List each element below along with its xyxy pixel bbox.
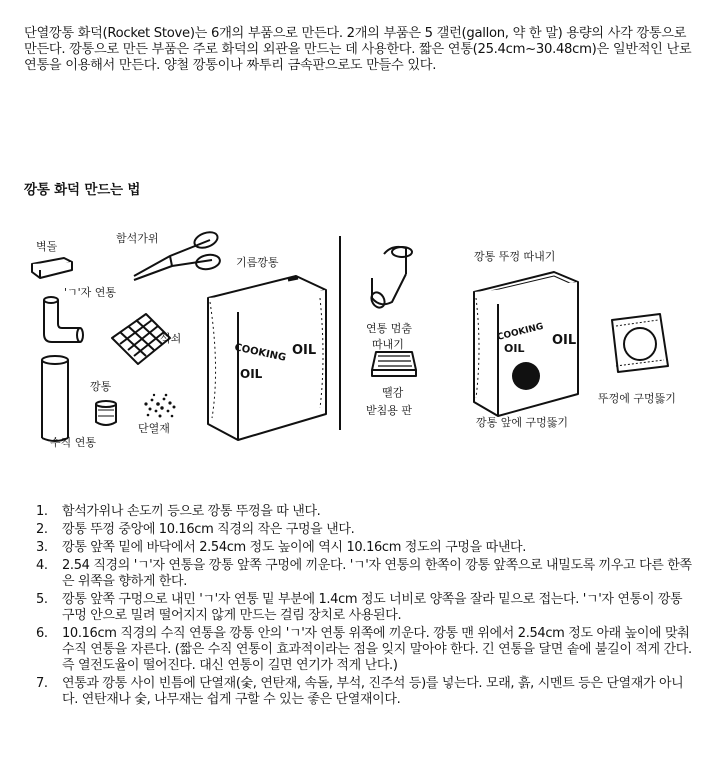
section-title: 깡통 화덕 만드는 법 — [24, 182, 141, 198]
front-hole-drawing — [512, 362, 540, 390]
step-item — [36, 504, 696, 520]
label-fire-stand-2: 받침용 판 — [366, 404, 413, 417]
step-item — [36, 558, 696, 590]
intro-paragraph: 단열깡통 화덕(Rocket Stove)는 6개의 부품으로 만든다. 2개의 부품은 5 갤런(gallon, 약 한 말) 용량의 사각 깡통으로 만든다. 깡통으로 만든 부품은 주로 화덕의 외관을 만드는 데 사용한다. 짧은 연통(25.4cm~30.48cm)은 일반적인 난로 연통을 이용해서 만든다. 양철 깡통이나 짜투리 금속판으로도 만들수 있다. — [24, 26, 692, 73]
step-text: 함석가위나 손도끼 등으로 깡통 뚜껑을 따 낸다. — [62, 504, 321, 519]
label-front-hole: 깡통 앞에 구멍뚫기 — [476, 416, 569, 429]
step-number: 4. — [36, 558, 48, 573]
label-lid-remove: 깡통 뚜껑 따내기 — [474, 250, 556, 263]
label-grate: 석쇠 — [160, 332, 182, 345]
step-item — [36, 676, 696, 708]
label-brick: 벽돌 — [36, 240, 58, 253]
label-pipe-cap-1: 연통 멈춤 — [366, 322, 413, 335]
label-elbow-pipe: 'ㄱ'자 연통 — [64, 286, 117, 299]
insulation-drawing — [144, 394, 175, 418]
label-insulation: 단열재 — [138, 422, 170, 435]
label-pipe-cap-2: 따내기 — [372, 338, 404, 351]
lid-can-text-1: COOKING — [496, 321, 545, 343]
label-vertical-pipe: 수직 연통 — [50, 436, 97, 449]
illustration-svg — [20, 218, 702, 450]
step-number: 6. — [36, 626, 48, 641]
lid-with-hole-drawing — [612, 314, 668, 372]
elbow-pipe-drawing — [44, 297, 83, 342]
lid-can-text-2: OIL — [504, 342, 525, 355]
step-item — [36, 592, 696, 624]
brick-drawing — [32, 258, 72, 278]
step-text: 깡통 앞쪽 구멍으로 내민 'ㄱ'자 연통 밑 부분에 1.4cm 정도 너비로 양쪽을 잘라 밑으로 접는다. 'ㄱ'자 연통이 깡통 구멍 안으로 밀려 떨어지지 않게 만드는 걸림 장치로 사용된다. — [62, 592, 683, 623]
label-small-can: 깡통 — [90, 380, 112, 393]
label-oil-can: 기름깡통 — [236, 256, 279, 269]
label-tin-snips: 함석가위 — [116, 232, 159, 245]
pipe-cap-drawing — [369, 247, 412, 310]
oil-can-side-text: OIL — [292, 343, 317, 358]
step-text: 2.54 직경의 'ㄱ'자 연통을 깡통 앞쪽 구멍에 끼운다. 'ㄱ'자 연통의 한쪽이 깡통 앞쪽으로 내밀도록 끼우고 다른 한쪽은 위쪽을 향하게 한다. — [62, 558, 692, 589]
oil-can-text-1: COOKING — [233, 342, 287, 364]
step-number: 5. — [36, 592, 48, 607]
step-text: 10.16cm 직경의 수직 연통을 깡통 안의 'ㄱ'자 연통 위쪽에 끼운다. 깡통 맨 위에서 2.54cm 정도 아래 높이에 맞춰 수직 연통을 자른다. (짧은 수직 연통이 효과적이라는 점을 잊지 말아야 한다. 긴 연통을 달면 솥에 불길이 적게 간다. 즉 열전도율이 떨어진다. 대신 연통이 길면 연기가 적게 난다.) — [62, 626, 692, 673]
step-number: 3. — [36, 540, 48, 555]
label-lid-hole: 뚜껑에 구멍뚫기 — [598, 392, 676, 405]
step-number: 1. — [36, 504, 48, 519]
steps-list — [36, 504, 696, 710]
step-item — [36, 626, 696, 674]
fire-stand-drawing — [372, 352, 416, 376]
step-number: 2. — [36, 522, 48, 537]
label-fire-stand-1: 땔감 — [382, 386, 404, 399]
small-can-drawing — [96, 401, 116, 425]
vertical-pipe-drawing — [42, 356, 68, 441]
step-text: 깡통 앞쪽 밑에 바닥에서 2.54cm 정도 높이에 역시 10.16cm 정도의 구멍을 따낸다. — [62, 540, 527, 555]
oil-can-text-2: OIL — [240, 367, 263, 381]
step-text: 연통과 깡통 사이 빈틈에 단열재(숯, 연탄재, 속돌, 부석, 진주석 등)를 넣는다. 모래, 흙, 시멘트 등은 단열재가 아니다. 연탄재나 숯, 나무재는 쉽게 구할 수 있는 좋은 단열재이다. — [62, 676, 684, 707]
step-item — [36, 540, 696, 556]
stove-parts-illustration — [20, 218, 702, 450]
lid-can-side-text: OIL — [552, 333, 577, 348]
step-item — [36, 522, 696, 538]
step-number: 7. — [36, 676, 48, 691]
step-text: 깡통 뚜껑 중앙에 10.16cm 직경의 작은 구멍을 낸다. — [62, 522, 355, 537]
